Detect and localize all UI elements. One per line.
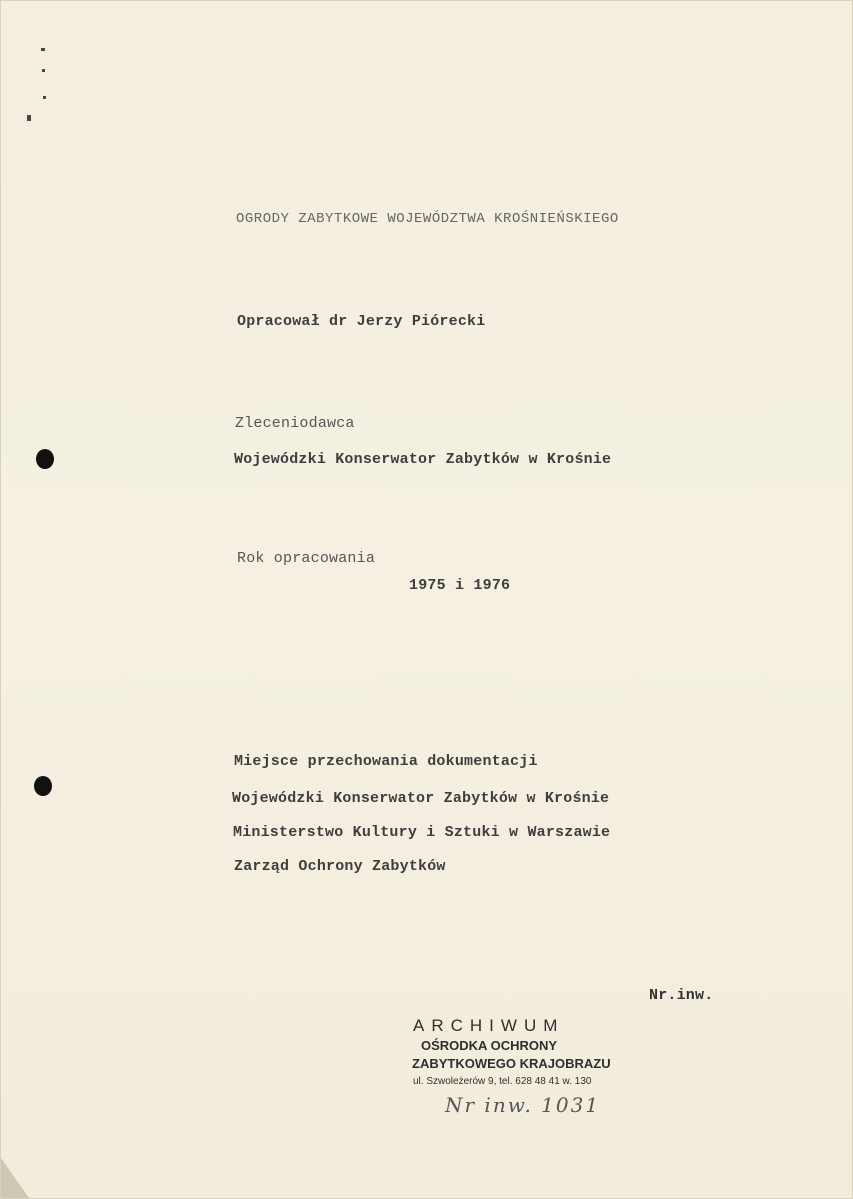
year-label: Rok opracowania [237, 550, 376, 567]
author-line: Opracował dr Jerzy Piórecki [237, 313, 486, 330]
stamp-archive-title: ARCHIWUM [413, 1016, 565, 1035]
stamp-org-line-1: OŚRODKA OCHRONY [421, 1038, 558, 1053]
client-name: Wojewódzki Konserwator Zabytków w Krośnie [234, 451, 612, 468]
paper-speck [27, 115, 31, 121]
handwritten-inventory-number: Nr inw. 1031 [445, 1093, 601, 1117]
stamp-org-line-2: ZABYTKOWEGO KRAJOBRAZU [412, 1056, 611, 1071]
client-label: Zleceniodawca [235, 415, 355, 432]
page-corner-fold [1, 1158, 29, 1198]
storage-label: Miejsce przechowania dokumentacji [234, 753, 538, 770]
year-value: 1975 i 1976 [409, 577, 511, 594]
paper-speck [41, 48, 45, 51]
punch-hole-top [36, 449, 54, 469]
stamp-address: ul. Szwoleżerów 9, tel. 628 48 41 w. 130 [413, 1076, 592, 1087]
storage-line-3: Zarząd Ochrony Zabytków [234, 858, 446, 875]
inventory-label: Nr.inw. [649, 987, 714, 1004]
paper-speck [42, 69, 45, 72]
paper-speck [43, 96, 46, 99]
document-title: OGRODY ZABYTKOWE WOJEWÓDZTWA KROŚNIEŃSKIEGO [236, 211, 619, 227]
storage-line-2: Ministerstwo Kultury i Sztuki w Warszawie [233, 824, 611, 841]
punch-hole-bottom [34, 776, 52, 796]
storage-line-1: Wojewódzki Konserwator Zabytków w Krośnie [232, 790, 610, 807]
